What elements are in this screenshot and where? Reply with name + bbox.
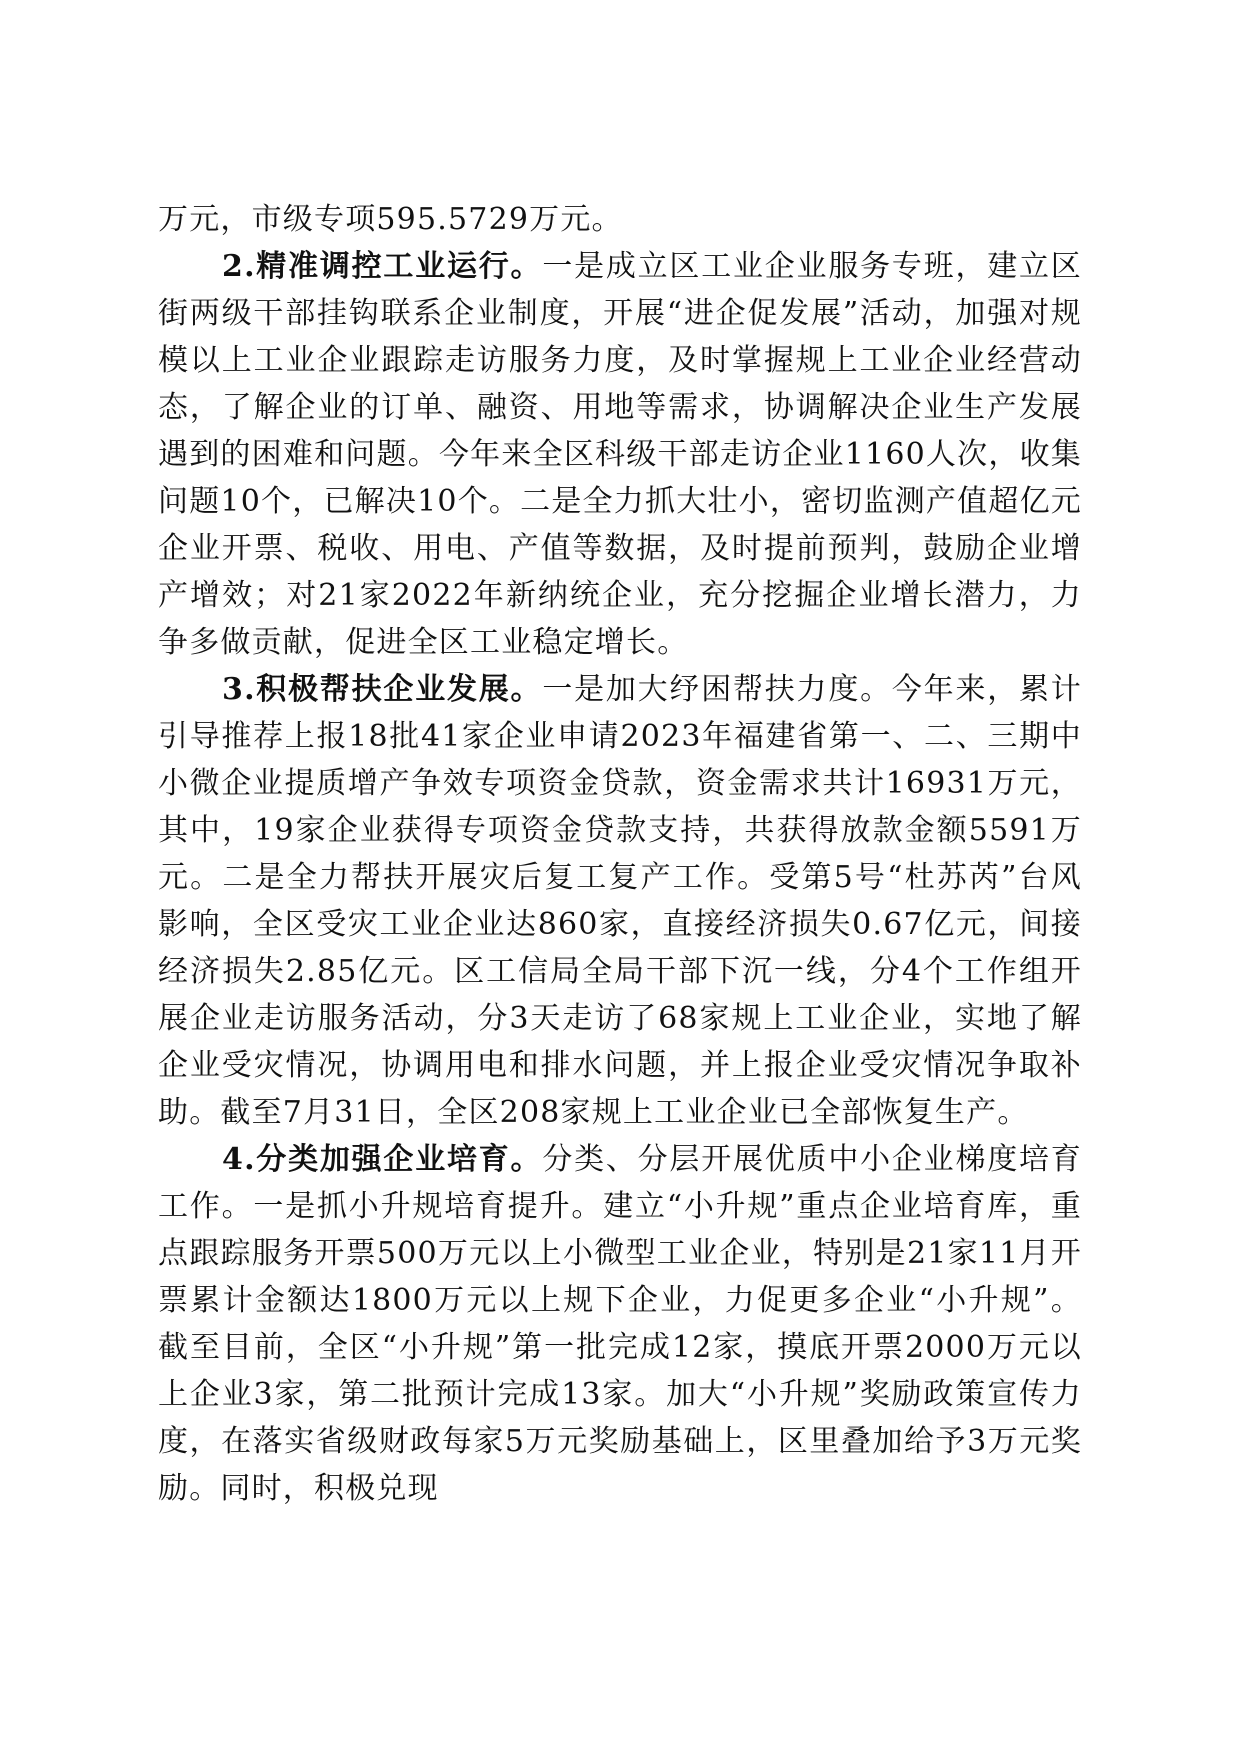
section-heading-2: 2.精准调控工业运行。 bbox=[222, 249, 543, 284]
intro-paragraph: 万元，市级专项595.5729万元。 bbox=[158, 202, 623, 237]
document-page bbox=[158, 196, 1082, 1512]
section-paragraph-2 bbox=[158, 243, 1082, 666]
section-heading-3: 3.积极帮扶企业发展。 bbox=[222, 672, 543, 707]
section-paragraph-3 bbox=[158, 666, 1082, 1136]
section-body-4: 分类、分层开展优质中小企业梯度培育工作。一是抓小升规培育提升。建立“小升规”重点企业培育库，重点跟踪服务开票500万元以上小微型工业企业，特别是21家11月开票累计金额达1800万元以上规下企业，力促更多企业“小升规”。截至目前，全区“小升规”第一批完成12家，摸底开票2000万元以上企业3家，第二批预计完成13家。加大“小升规”奖励政策宣传力度，在落实省级财政每家5万元奖励基础上，区里叠加给予3万元奖励。同时，积极兑现 bbox=[158, 1142, 1082, 1506]
section-body-3: 一是加大纾困帮扶力度。今年来，累计引导推荐上报18批41家企业申请2023年福建省第一、二、三期中小微企业提质增产争效专项资金贷款，资金需求共计16931万元，其中，19家企业获得专项资金贷款支持，共获得放款金额5591万元。二是全力帮扶开展灾后复工复产工作。受第5号“杜苏芮”台风影响，全区受灾工业企业达860家，直接经济损失0.67亿元，间接经济损失2.85亿元。区工信局全局干部下沉一线，分4个工作组开展企业走访服务活动，分3天走访了68家规上工业企业，实地了解企业受灾情况，协调用电和排水问题，并上报企业受灾情况争取补助。截至7月31日，全区208家规上工业企业已全部恢复生产。 bbox=[158, 672, 1082, 1130]
section-body-2: 一是成立区工业企业服务专班，建立区街两级干部挂钩联系企业制度，开展“进企促发展”活动，加强对规模以上工业企业跟踪走访服务力度，及时掌握规上工业企业经营动态，了解企业的订单、融资、用地等需求，协调解决企业生产发展遇到的困难和问题。今年来全区科级干部走访企业1160人次，收集问题10个，已解决10个。二是全力抓大壮小，密切监测产值超亿元企业开票、税收、用电、产值等数据，及时提前预判，鼓励企业增产增效；对21家2022年新纳统企业，充分挖掘企业增长潜力，力争多做贡献，促进全区工业稳定增长。 bbox=[158, 249, 1082, 660]
section-heading-4: 4.分类加强企业培育。 bbox=[222, 1142, 543, 1177]
section-paragraph-4 bbox=[158, 1136, 1082, 1512]
